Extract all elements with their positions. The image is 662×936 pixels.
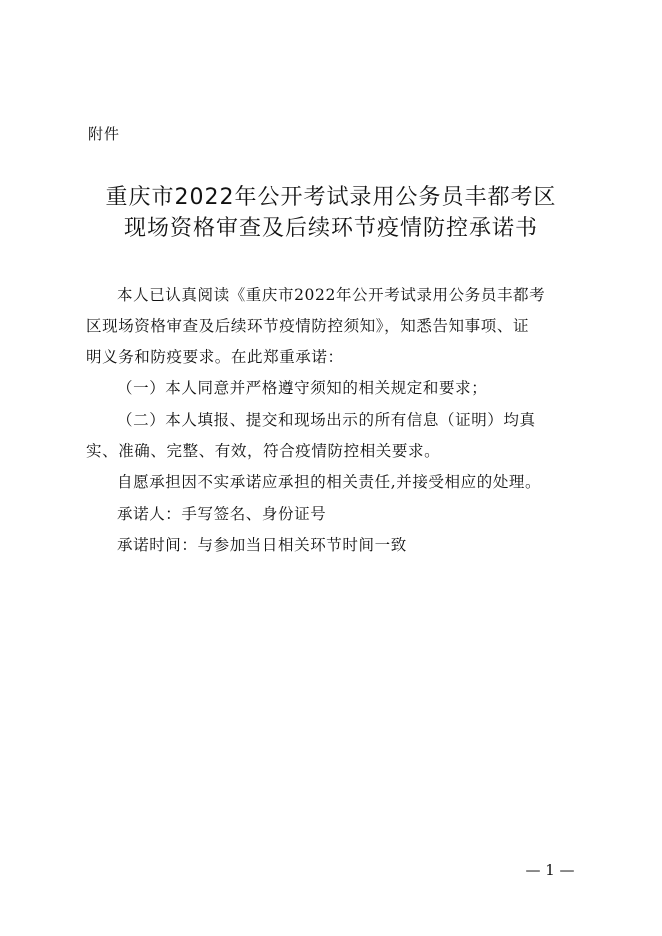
title-line-2: 现场资格审查及后续环节疫情防控承诺书 xyxy=(123,216,538,241)
commitment-item-2: （二）本人填报、提交和现场出示的所有信息（证明）均真 xyxy=(117,411,536,429)
body-paragraph-line: 区现场资格审查及后续环节疫情防控须知》，知悉告知事项、证 xyxy=(86,317,530,335)
signatory-line: 承诺人：手写签名、身份证号 xyxy=(117,505,327,523)
page-number: — 1 — xyxy=(525,861,575,879)
body-paragraph-line: 明义务和防疫要求。在此郑重承诺： xyxy=(86,348,344,366)
attachment-label: 附件 xyxy=(88,125,121,143)
commitment-item-1: （一）本人同意并严格遵守须知的相关规定和要求； xyxy=(117,379,488,397)
body-paragraph-line: 本人已认真阅读《重庆市2022年公开考试录用公务员丰都考 xyxy=(117,286,546,304)
title-line-1: 重庆市2022年公开考试录用公务员丰都考区 xyxy=(105,185,557,210)
commitment-item-2-continuation: 实、准确、完整、有效，符合疫情防控相关要求。 xyxy=(86,442,441,460)
responsibility-statement: 自愿承担因不实承诺应承担的相关责任,并接受相应的处理。 xyxy=(117,473,542,491)
commitment-date-line: 承诺时间：与参加当日相关环节时间一致 xyxy=(117,536,407,554)
